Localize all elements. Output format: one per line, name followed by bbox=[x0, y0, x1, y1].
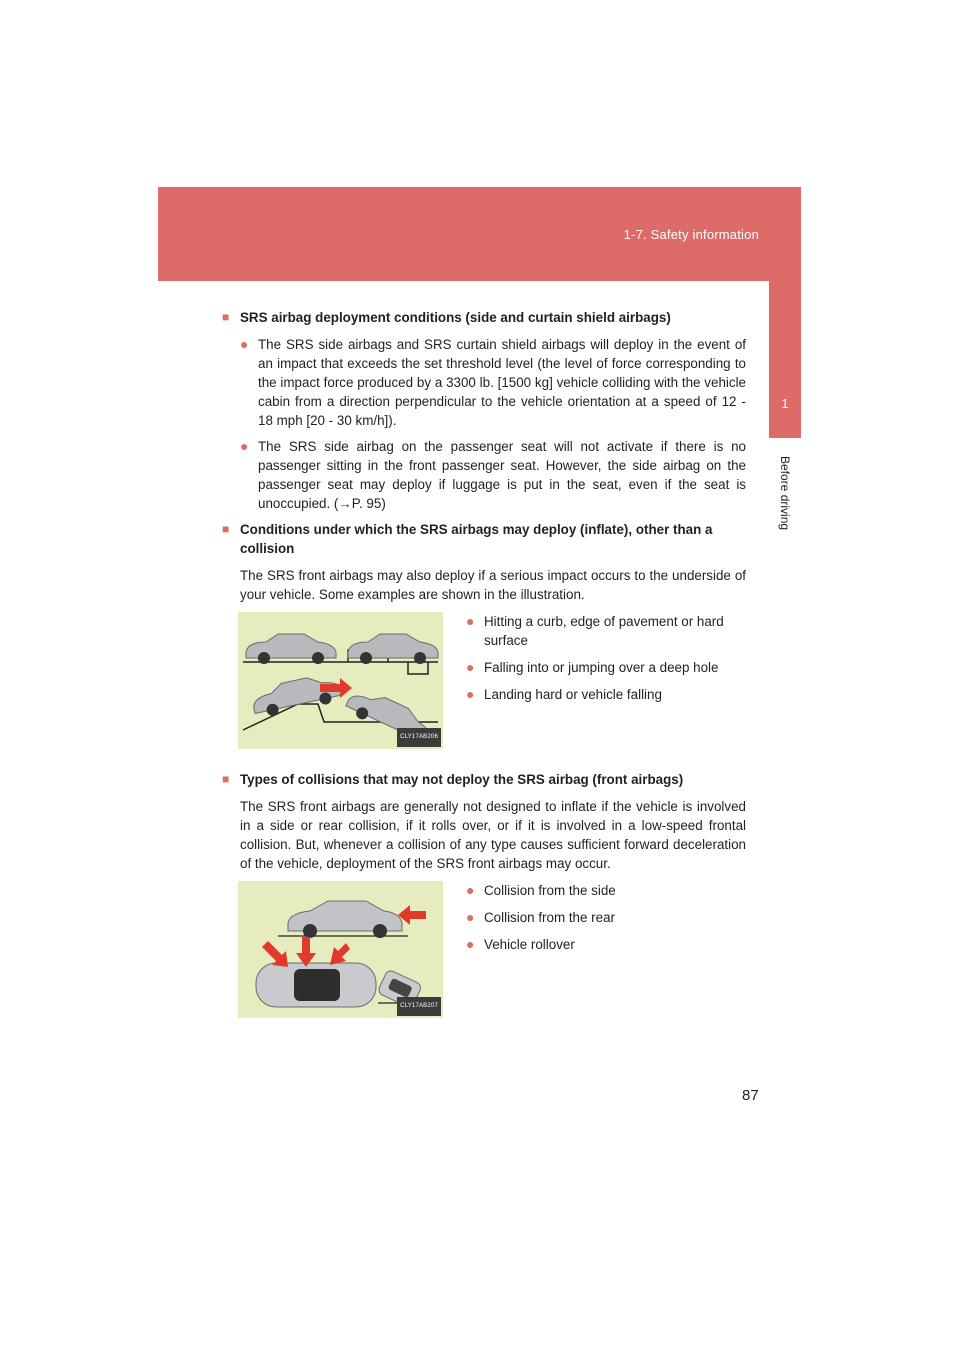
circle-bullet-icon: ● bbox=[466, 659, 475, 675]
bullet-text: Falling into or jumping over a deep hole bbox=[484, 660, 719, 675]
page-number: 87 bbox=[742, 1087, 759, 1104]
paragraph: The SRS front airbags are generally not designed to inflate if the vehicle is involved in a side or rear collision, if it rolls over, or if it is involved in a low-speed frontal collision. But, whenever a collision of any type causes sufficient forward deceleration of the vehicle, deployment of the SRS front airbags may occur. bbox=[240, 799, 746, 871]
section-heading bbox=[222, 770, 746, 789]
square-bullet-icon bbox=[222, 773, 234, 785]
list-item bbox=[466, 612, 766, 650]
figure-bullets bbox=[466, 881, 766, 962]
bullet-text: The SRS side airbag on the passenger seat will not activate if there is no passenger sitting in the front passenger seat. However, the side airbag on the passenger seat may deploy if luggage is put in the seat, even if the seat is unoccupied. (→P. 95) bbox=[258, 439, 746, 511]
list-item bbox=[466, 908, 766, 927]
chapter-label bbox=[774, 456, 796, 566]
section-heading bbox=[222, 308, 746, 327]
circle-bullet-icon: ● bbox=[240, 336, 249, 352]
chapter-label-text: Before driving bbox=[778, 456, 792, 531]
figure-code: CLY17AB206 bbox=[397, 728, 441, 747]
chapter-number: 1 bbox=[781, 396, 789, 411]
list-item bbox=[240, 335, 746, 430]
underside-impact-illustration bbox=[238, 612, 443, 749]
circle-bullet-icon: ● bbox=[466, 686, 475, 702]
circle-bullet-icon: ● bbox=[240, 438, 249, 454]
bullet-text: Collision from the side bbox=[484, 883, 616, 898]
square-bullet-icon bbox=[222, 523, 234, 535]
figure-row bbox=[238, 881, 746, 1021]
header-band bbox=[158, 187, 801, 281]
circle-bullet-icon: ● bbox=[466, 613, 475, 629]
arrow-icon bbox=[262, 941, 288, 967]
heading-text: SRS airbag deployment conditions (side and curtain shield airbags) bbox=[240, 310, 671, 325]
figure-bullets bbox=[466, 612, 766, 712]
figure-code: CLY17AB207 bbox=[397, 997, 441, 1016]
circle-bullet-icon: ● bbox=[466, 909, 475, 925]
bullet-text: Collision from the rear bbox=[484, 910, 615, 925]
bullet-text: Vehicle rollover bbox=[484, 937, 575, 952]
paragraph: The SRS front airbags may also deploy if a serious impact occurs to the underside of your vehicle. Some examples are shown in the illustration. bbox=[240, 568, 746, 602]
circle-bullet-icon: ● bbox=[466, 882, 475, 898]
section-heading bbox=[222, 520, 746, 558]
heading-text: Conditions under which the SRS airbags may deploy (inflate), other than a collision bbox=[240, 522, 713, 556]
chapter-tab bbox=[769, 281, 801, 438]
list-item bbox=[240, 437, 746, 513]
page-content bbox=[222, 308, 746, 1039]
heading-text: Types of collisions that may not deploy the SRS airbag (front airbags) bbox=[240, 772, 684, 787]
circle-bullet-icon: ● bbox=[466, 936, 475, 952]
bullet-text: The SRS side airbags and SRS curtain shield airbags will deploy in the event of an impact that exceeds the set threshold level (the level of force corresponding to the impact force produced by a 3300 lb. [1500 kg] vehicle colliding with the vehicle cabin from a direction perpendicular to the vehicle orientation at a speed of 12 - 18 mph [20 - 30 km/h]). bbox=[258, 337, 746, 428]
bullet-text: Landing hard or vehicle falling bbox=[484, 687, 662, 702]
square-bullet-icon bbox=[222, 311, 234, 323]
arrow-icon bbox=[330, 943, 350, 965]
bullet-text: Hitting a curb, edge of pavement or hard surface bbox=[484, 614, 724, 648]
list-item bbox=[466, 935, 766, 954]
figure-row bbox=[238, 612, 746, 752]
collision-types-illustration bbox=[238, 881, 443, 1018]
list-item bbox=[466, 685, 766, 704]
list-item bbox=[466, 658, 766, 677]
section-title: 1-7. Safety information bbox=[623, 227, 759, 242]
list-item bbox=[466, 881, 766, 900]
